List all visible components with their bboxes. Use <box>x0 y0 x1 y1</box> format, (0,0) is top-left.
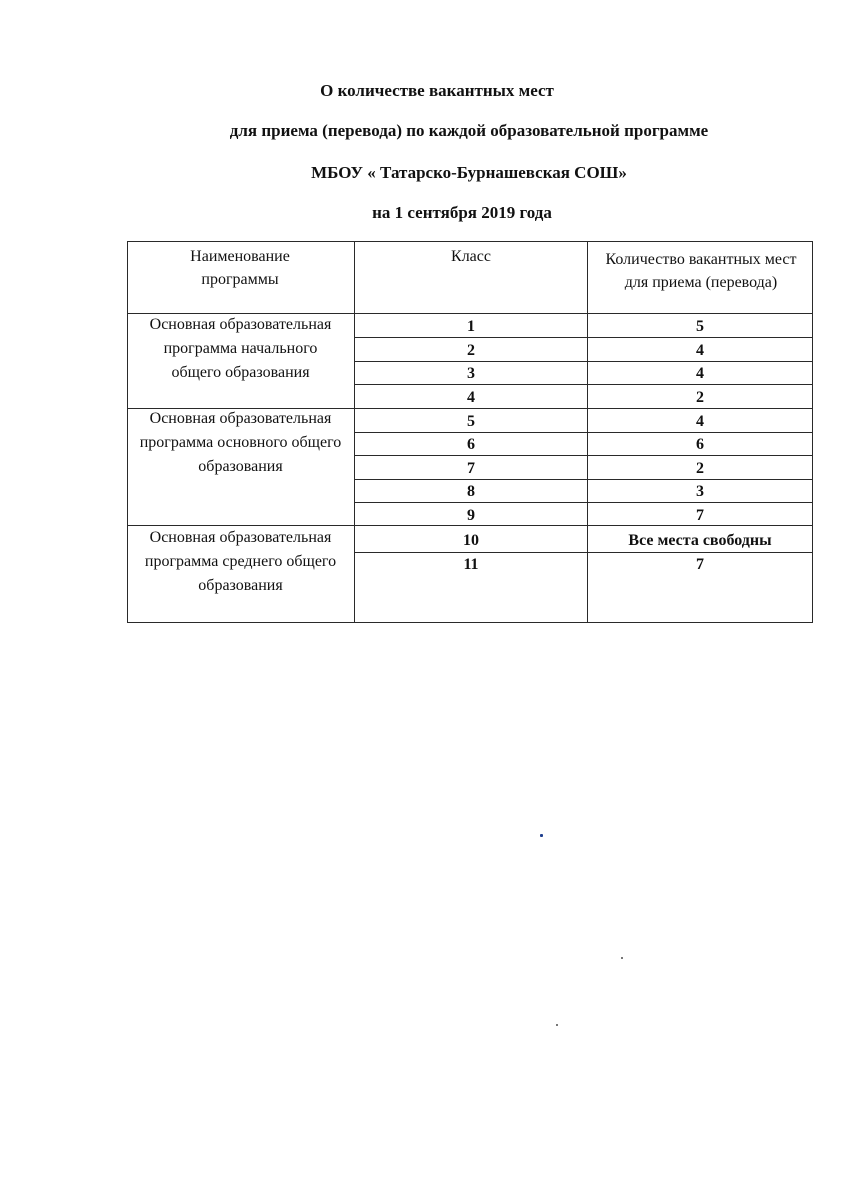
class-cell: 8 <box>467 483 475 500</box>
vacancy-cell: 4 <box>696 413 704 430</box>
class-cell: 2 <box>467 342 475 359</box>
table-left-border <box>127 241 128 623</box>
header-vacancies: Количество вакантных мест для приема (перевода) <box>605 251 797 291</box>
document-title-school: МБОУ « Татарско-Бурнашевская СОШ» <box>311 163 627 182</box>
class-cell: 4 <box>467 389 475 406</box>
scan-speck <box>540 834 543 837</box>
header-program-name: Наименование программы <box>190 248 290 288</box>
document-title-line-2: для приема (перевода) по каждой образовательной программе <box>229 121 709 140</box>
program-basic-education: Основная образовательная программа основного общего образования <box>139 410 342 475</box>
header-class: Класс <box>451 248 491 265</box>
program-primary-education: Основная образовательная программа начального общего образования <box>149 316 332 381</box>
class-cell: 3 <box>467 365 475 382</box>
scan-speck <box>556 1024 558 1026</box>
vacancy-cell: 7 <box>696 507 704 524</box>
table-bottom-border <box>127 622 813 623</box>
table-top-border <box>127 241 813 242</box>
scan-speck <box>621 957 623 959</box>
vacancy-cell: 4 <box>696 342 704 359</box>
class-cell: 5 <box>467 413 475 430</box>
class-cell: 10 <box>463 532 479 549</box>
class-cell: 9 <box>467 507 475 524</box>
vacancy-cell: 7 <box>696 556 704 573</box>
vacancy-cell: 6 <box>696 436 704 453</box>
vacancy-cell: 2 <box>696 460 704 477</box>
vacancy-cell: Все места свободны <box>628 532 772 549</box>
vacancy-cell: 3 <box>696 483 704 500</box>
class-cell: 1 <box>467 318 475 335</box>
class-cell: 7 <box>467 460 475 477</box>
vacancy-cell: 4 <box>696 365 704 382</box>
program-secondary-education: Основная образовательная программа среднего общего образования <box>144 529 337 594</box>
class-cell: 11 <box>463 556 479 573</box>
vacancy-cell: 5 <box>696 318 704 335</box>
document-title-date: на 1 сентября 2019 года <box>372 203 552 222</box>
class-cell: 6 <box>467 436 475 453</box>
document-title-line-1: О количестве вакантных мест <box>320 81 554 100</box>
vacancy-cell: 2 <box>696 389 704 406</box>
